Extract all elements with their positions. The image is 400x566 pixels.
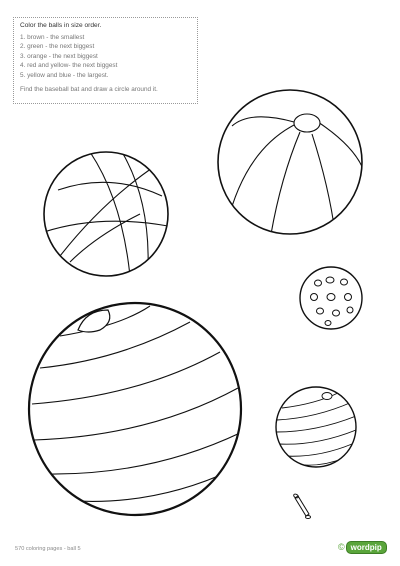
large-striped-ball[interactable] xyxy=(29,303,242,518)
small-striped-ball[interactable] xyxy=(276,387,356,467)
baseball-bat[interactable] xyxy=(293,493,310,518)
instruction-item-4: 4. red and yellow- the next biggest xyxy=(20,62,118,70)
logo-text: wordpip xyxy=(346,541,387,554)
instructions-title: Color the balls in size order. xyxy=(20,22,102,29)
instruction-item-5: 5. yellow and blue - the largest. xyxy=(20,71,109,79)
holed-ball[interactable] xyxy=(300,267,362,329)
basketball[interactable] xyxy=(44,152,168,276)
copyright-icon: © xyxy=(338,542,345,552)
footer-caption: 570 coloring pages - ball 5 xyxy=(15,546,81,552)
wordpip-logo[interactable] xyxy=(338,540,387,554)
instruction-item-2: 2. green - the next biggest xyxy=(20,43,95,51)
instructions-task: Find the baseball bat and draw a circle around it. xyxy=(20,86,158,94)
instruction-item-3: 3. orange - the next biggest xyxy=(20,52,98,60)
instruction-item-1: 1. brown - the smallest xyxy=(20,34,85,41)
beach-ball[interactable] xyxy=(218,90,366,240)
